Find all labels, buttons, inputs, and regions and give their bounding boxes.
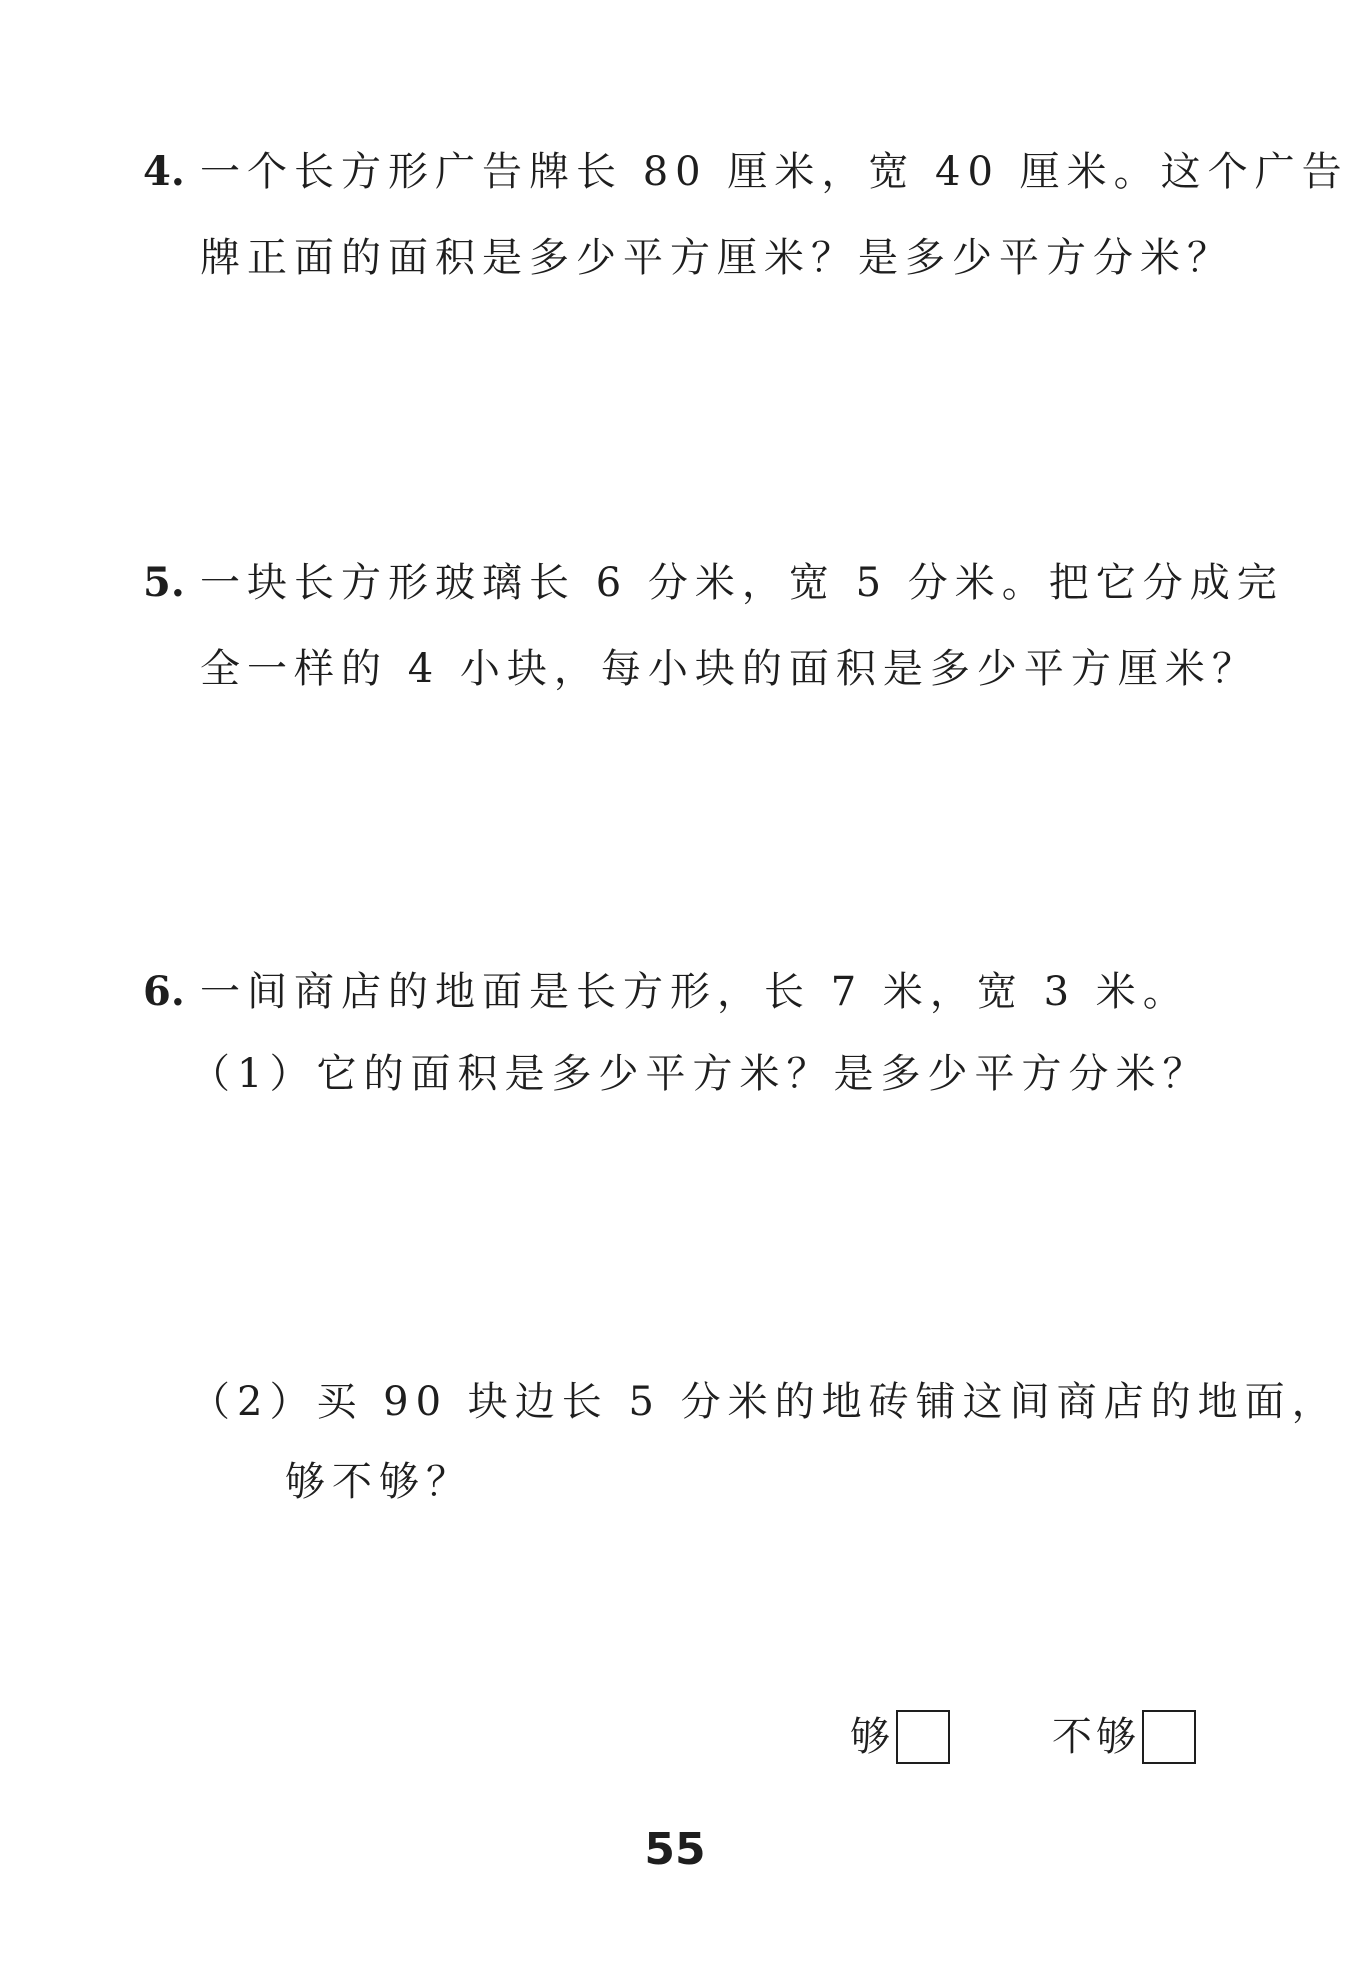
problem-text-line: 一个长方形广告牌长 80 厘米，宽 40 厘米。这个广告 <box>200 149 1349 195</box>
checkbox-not-enough[interactable] <box>1142 1710 1196 1764</box>
problem-text-line: 牌正面的面积是多少平方厘米？是多少平方分米？ <box>200 235 1234 281</box>
checkbox-enough[interactable] <box>896 1710 950 1764</box>
problem-text-line: 一间商店的地面是长方形，长 7 米，宽 3 米。 <box>200 969 1190 1015</box>
choice-not-enough[interactable] <box>1052 1710 1196 1764</box>
problem-number: 4. <box>143 148 185 195</box>
subquestion-text-line: 够不够？ <box>285 1459 473 1505</box>
problem-text-line: 一块长方形玻璃长 6 分米，宽 5 分米。把它分成完 <box>200 560 1284 606</box>
choice-enough-label: 够 <box>850 1714 894 1760</box>
choice-not-enough-label: 不够 <box>1052 1714 1140 1760</box>
subquestion-text-line: （1）它的面积是多少平方米？是多少平方分米？ <box>190 1051 1210 1097</box>
choice-enough[interactable] <box>850 1710 950 1764</box>
problem-number: 6. <box>143 968 185 1015</box>
problem-text-line: 全一样的 4 小块，每小块的面积是多少平方厘米？ <box>200 646 1259 692</box>
problem-number: 5. <box>143 559 185 606</box>
page-number: 55 <box>644 1824 706 1875</box>
subquestion-text-line: （2）买 90 块边长 5 分米的地砖铺这间商店的地面， <box>190 1379 1339 1425</box>
